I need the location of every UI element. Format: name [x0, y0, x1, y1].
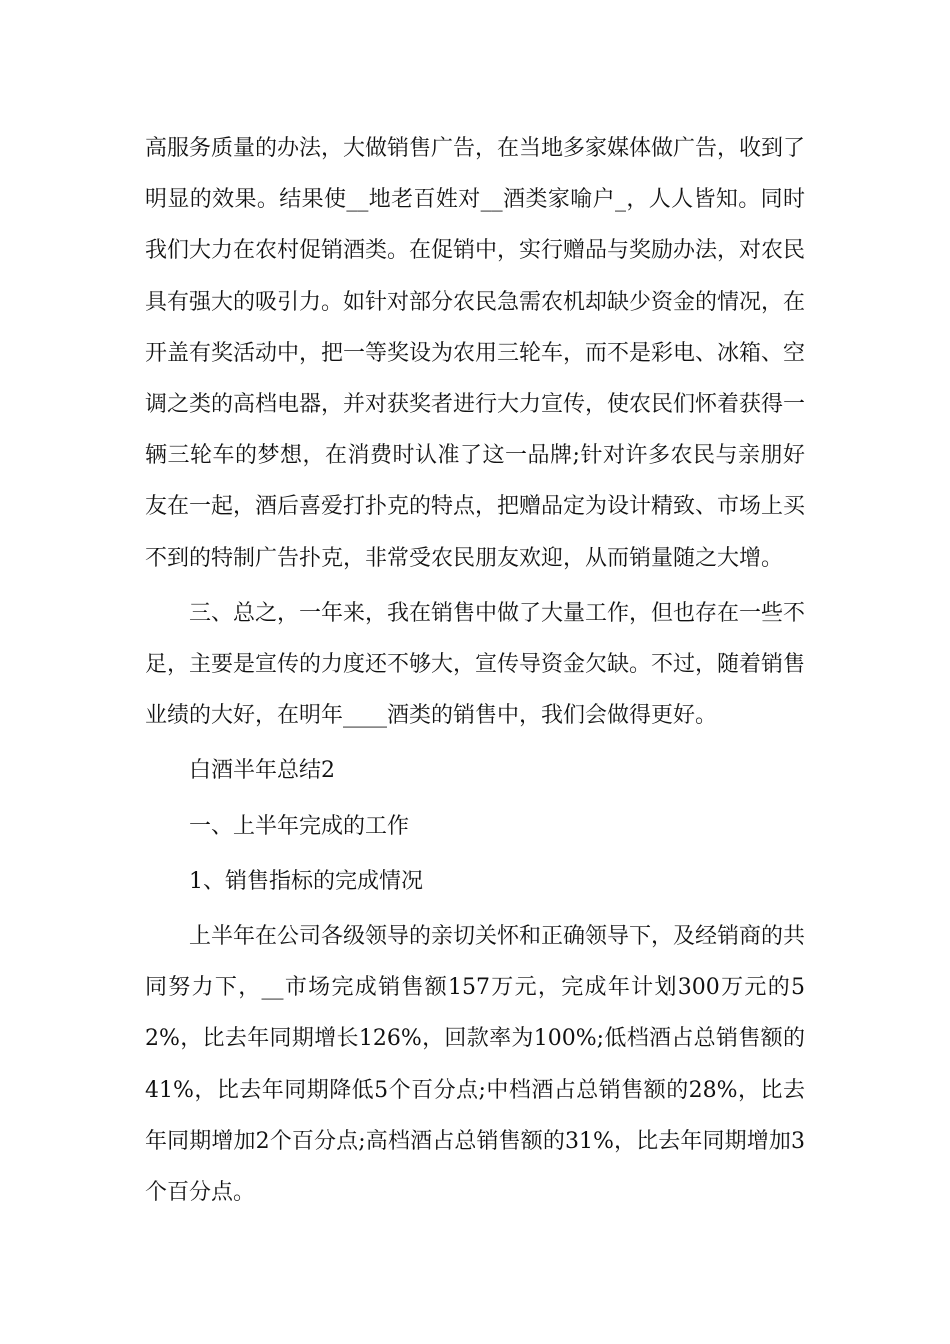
document-page — [145, 123, 805, 1218]
subsection-heading: 1、销售指标的完成情况 — [189, 868, 423, 894]
section-heading: 一、上半年完成的工作 — [189, 813, 410, 839]
paragraph-sales-figures: 上半年在公司各级领导的亲切关怀和正确领导下，及经销商的共同努力下，__市场完成销售额157万元，完成年计划300万元的52%，比去年同期增长126%，回款率为100%;低档酒占总销售额的41%，比去年同期降低5个百分点;中档酒占总销售额的28%，比去年同期增加2个百分点;高档酒占总销售额的31%，比去年同期增加3个百分点。 — [145, 924, 806, 1206]
paragraph-section-three-summary: 三、总之，一年来，我在销售中做了大量工作，但也存在一些不足，主要是宣传的力度还不够大，宣传导资金欠缺。不过，随着销售业绩的大好，在明年____酒类的销售中，我们会做得更好。 — [145, 600, 806, 729]
document-title: 白酒半年总结2 — [189, 758, 335, 784]
paragraph-advertising-continuation: 高服务质量的办法，大做销售广告，在当地多家媒体做广告，收到了明显的效果。结果使__地老百姓对__酒类家喻户_，人人皆知。同时我们大力在农村促销酒类。在促销中，实行赠品与奖励办法，对农民具有强大的吸引力。如针对部分农民急需农机却缺少资金的情况，在开盖有奖活动中，把一等奖设为农用三轮车，而不是彩电、冰箱、空调之类的高档电器，并对获奖者进行大力宣传，使农民们怀着获得一辆三轮车的梦想，在消费时认准了这一品牌;针对许多农民与亲朋好友在一起，酒后喜爱打扑克的特点，把赠品定为设计精致、市场上买不到的特制广告扑克，非常受农民朋友欢迎，从而销量随之大增。 — [145, 136, 806, 571]
